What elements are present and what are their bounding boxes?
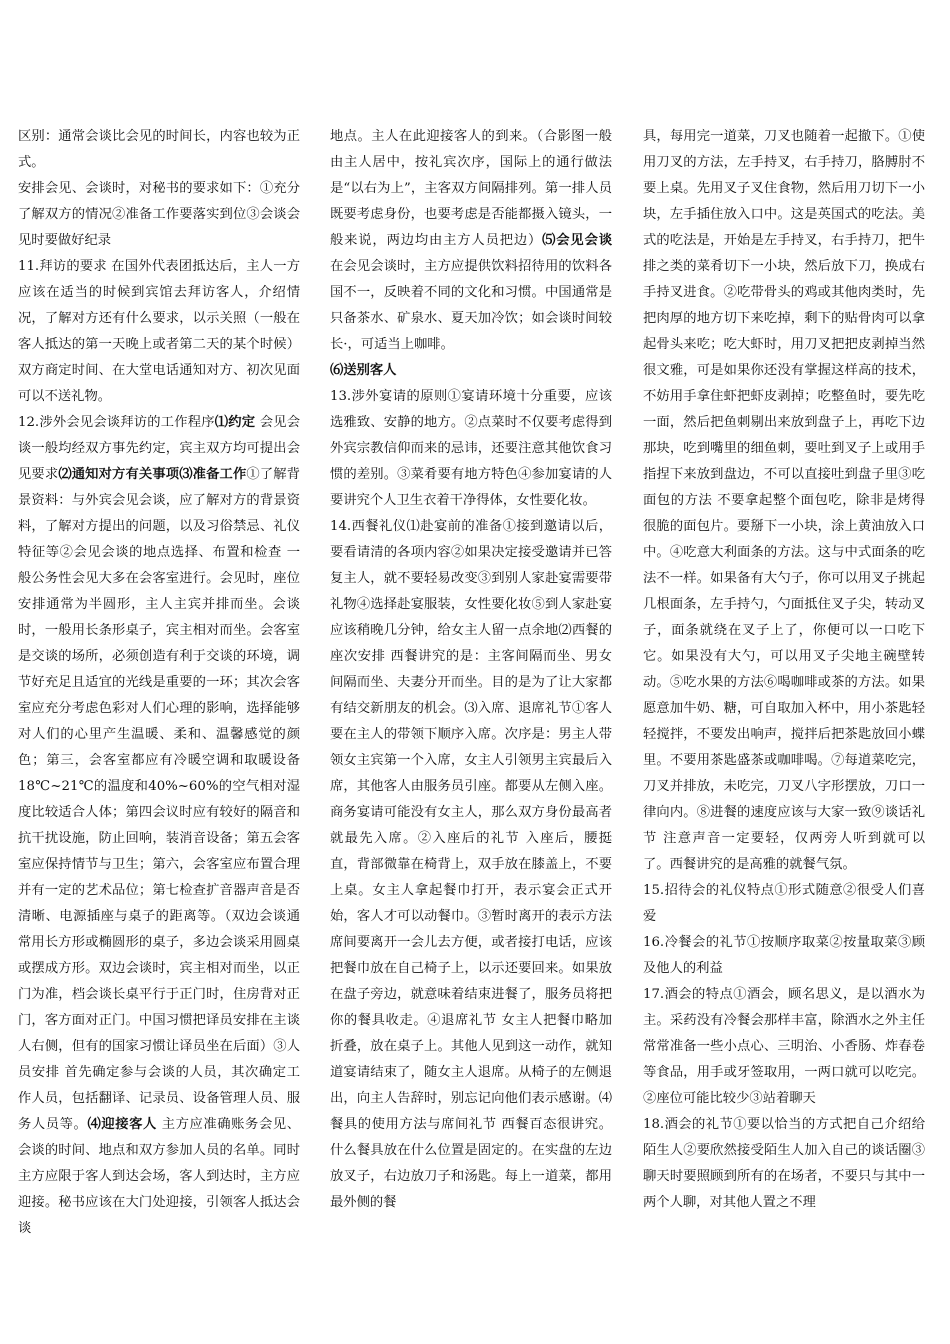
paragraph (330, 124, 612, 358)
body-text: 17.酒会的特点①酒会，顾名思义，是以酒水为主。采药没有冷餐会那样丰富，除酒水之外主任常常准备一些小点心、三明治、小香肠、炸春卷等食品，用手或牙签取用，一两口就可以吃完。②座位可能比较少③站着聊天 (643, 987, 925, 1106)
paragraph (18, 254, 300, 410)
body-text: 地点。主人在此迎接客人的到来。（合影图一般由主人居中，按礼宾次序，国际上的通行做法是“以右为上”，主客双方间隔排列。第一排人员既要考虑身份，也要考虑是否能都摄入镜头，一般来说，两边均由主方人员把边） (330, 129, 612, 248)
paragraph (330, 514, 612, 1216)
text-column-3 (643, 124, 925, 1224)
bold-heading-text: ⑷迎接客人 (87, 1117, 157, 1132)
paragraph (643, 124, 925, 878)
body-text: 11.拜访的要求 在国外代表团抵达后，主人一方应该在适当的时候到宾馆去拜访客人，介绍情况，了解对方还有什么要求，以示关照（一般在客人抵达的第一天晚上或者第二天的某个时候） 双方商定时间、在大堂电话通知对方、初次见面可以不送礼物。 (18, 259, 300, 404)
text-column-1 (18, 124, 301, 1236)
paragraph (330, 358, 612, 384)
body-text: 15.招待会的礼仪特点①形式随意②很受人们喜爱 (643, 883, 925, 924)
body-text: 13.涉外宴请的原则①宴请环境十分重要，应该选雅致、安静的地方。②点菜时不仅要考虑得到外宾宗教信仰而来的忌讳，还要注意其他饮食习惯的差别。③菜肴要有地方特色④参加宴请的人要讲究个人卫生衣着干净得体，女性要化妆。 (330, 389, 612, 508)
bold-heading-text: ⑴约定 (214, 415, 256, 430)
bold-heading-text: ⑵通知对方有关事项⑶准备工作 (58, 467, 247, 482)
paragraph (643, 1112, 925, 1216)
body-text: 12.涉外会见会谈拜访的工作程序 (18, 415, 215, 430)
body-text: 14.西餐礼仪⑴赴宴前的准备①接到邀请以后，要看请清的各项内容②如果决定接受邀请并已答复主人，就不要轻易改变③到别人家赴宴需要带礼物④选择赴宴服装，女性要化妆⑤到人家赴宴应该稍晚几分钟，给女主人留一点余地⑵西餐的座次安排 西餐讲究的是：主客间隔而坐、男女间隔而坐、夫妻分开而坐。目的是为了让大家都有结交新朋友的机会。⑶入席、退席礼节①客人要在主人的带领下顺序入席。次序是：男主人带领女主宾第一个入席，女主人引领男主宾最后入席，其他客人由服务员引座。都要从左侧入座。商务宴请可能没有女主人，那么双方身份最高者就最先入席。②入座后的礼节 入座后，腰挺直，背部微靠在椅背上，双手放在膝盖上，不要上桌。女主人拿起餐巾打开，表示宴会正式开始，客人才可以动餐巾。③暂时离开的表示方法 席间要离开一会儿去方便，或者接打电话，应该把餐巾放在自己椅子上，以示还要回来。如果放在盘子旁边，就意味着结束进餐了，服务员将把你的餐具收走。④退席礼节 女主人把餐巾略加折叠，放在桌子上。其他人见到这一动作，就知道宴请结束了，随女主人退席。从椅子的左侧退出，向主人告辞时，别忘记向他们表示感谢。⑷餐具的使用方法与席间礼节 西餐百态很讲究。什么餐具放在什么位置是固定的。在实盘的左边放叉子，右边放刀子和汤匙。每上一道菜，都用最外侧的餐 (330, 519, 612, 1210)
body-text: ①了解背景资料：与外宾会见会谈，应了解对方的背景资料，了解对方提出的问题，以及习俗禁忌、礼仪特征等②会见会谈的地点选择、布置和检查 一般公务性会见大多在会客室进行。会见时，座位安排通常为半圆形，主人主宾并排而坐。会谈时，一般用长条形桌子，宾主相对而坐。会客室是交谈的场所，必须创造有利于交谈的环境，调节好充足且适宜的光线是重要的一环；其次会客室应充分考虑色彩对人们心理的影响，选择能够对人们的心里产生温暖、柔和、温馨感觉的颜色；第三，会客室都应有冷暖空调和取暖设备 18℃~21℃的温度和40%~60%的空气相对湿度比较适合人体；第四会议时应有较好的隔音和抗干扰设施，防止回响，装消音设备；第五会客室应保持情节与卫生；第六，会客室应布置合理并有一定的艺术品位；第七检查扩音器声音是否清晰、电源插座与桌子的距离等。（双边会谈通常用长方形或椭圆形的桌子，多边会谈采用圆桌或摆成方形。双边会谈时，宾主相对而坐，以正门为准，档会谈长桌平行于正门时，住房背对正门，客方面对正门。中国习惯把译员安排在主谈人右侧，但有的国家习惯让译员坐在后面）③人员安排 首先确定参与会谈的人员，其次确定工作人员，包括翻译、记录员、设备管理人员、服务人员等。 (18, 467, 301, 1132)
paragraph (643, 982, 925, 1112)
bold-heading-text: ⑸会见会谈 (542, 233, 613, 248)
bold-heading-text: ⑹送别客人 (330, 363, 397, 378)
paragraph (18, 124, 300, 176)
body-text: 18.酒会的礼节①要以恰当的方式把自己介绍给陌生人②要欣然接受陌生人加入自己的谈话圈③聊天时要照顾到所有的在场者，不要只与其中一两个人聊，对其他人置之不理 (643, 1117, 925, 1210)
paragraph (18, 176, 300, 254)
paragraph (643, 878, 925, 930)
paragraph (330, 384, 612, 514)
body-text: 在会见会谈时，主方应提供饮料招待用的饮料各国不一，反映着不同的文化和习惯。中国通常是只备茶水、矿泉水、夏天加冷饮；如会谈时间较长·，可适当上咖啡。 (330, 259, 612, 352)
body-text: 会见会谈一般均经双方事先约定，宾主双方均可提出会见要求 (18, 415, 301, 482)
body-text: 区别：通常会谈比会见的时间长，内容也较为正式。 (18, 129, 300, 170)
body-text: 安排会见、会谈时，对秘书的要求如下：①充分了解双方的情况②准备工作要落实到位③会谈会见时要做好纪录 (18, 181, 300, 248)
paragraph (18, 410, 300, 1242)
body-text: 16.冷餐会的礼节①按顺序取菜②按量取菜③顾及他人的利益 (643, 935, 925, 976)
body-text: 具，每用完一道菜，刀叉也随着一起撤下。①使用刀叉的方法，左手持叉，右手持刀，胳膊肘不要上桌。先用叉子叉住食物，然后用刀切下一小块，左手插住放入口中。这是英国式的吃法。美式的吃法是，开始是左手持叉，右手持刀，把牛排之类的菜肴切下一小块，然后放下刀，换成右手持叉进食。②吃带骨头的鸡或其他肉类时，先把肉厚的地方切下来吃掉，剩下的贴骨肉可以拿起骨头来吃；吃大虾时，用刀叉把把皮剥掉当然很文雅，可是如果你还没有掌握这样高的技术，不妨用手拿住虾把虾皮剥掉；吃整鱼时，要先吃一面，然后把鱼刺剔出来放到盘子上，再吃下边那块，吃到嘴里的细鱼刺，要吐到叉子上或用手指捏下来放到盘边，不可以直接吐到盘子里③吃面包的方法 不要拿起整个面包吃，除非是烤得很脆的面包片。要掰下一小块，涂上黄油放入口中。④吃意大利面条的方法。这与中式面条的吃法不一样。如果备有大勺子，你可以用叉子挑起几根面条，左手持勺，勺面抵住叉子尖，转动叉子，面条就绕在叉子上了，你便可以一口吃下它。如果没有大勺，可以用叉子尖地主碗壁转动。⑤吃水果的方法⑥喝咖啡或茶的方法。如果愿意加牛奶、糖，可自取加入杯中，用小茶匙轻轻搅拌，不要发出响声，搅拌后把茶匙放回小蝶里。不要用茶匙盛茶或咖啡喝。⑦每道菜吃完，刀叉并排放，未吃完，刀叉八字形摆放，刀口一律向内。⑧进餐的速度应该与大家一致⑨谈话礼节 注意声音一定要轻，仅两旁人听到就可以了。西餐讲究的是高雅的就餐气氛。 (643, 129, 925, 872)
text-column-2 (330, 124, 612, 1224)
body-text: 主方应准确账务会见、会谈的时间、地点和双方参加人员的名单。同时主方应限于客人到达会场，客人到达时，主方应迎接。秘书应该在大门处迎接，引领客人抵达会谈 (18, 1117, 301, 1236)
paragraph (643, 930, 925, 982)
